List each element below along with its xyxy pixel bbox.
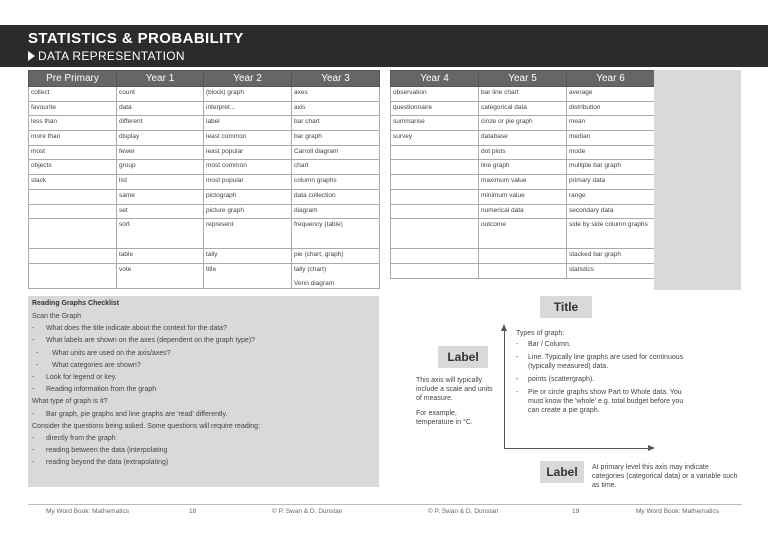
cell-line: Venn diagram [294, 279, 335, 287]
table-cell: most common [204, 160, 292, 175]
page-number-right: 19 [572, 508, 580, 515]
table-cell: list [117, 175, 204, 190]
table-cell [29, 263, 117, 288]
table-cell: pie (chart, graph) [292, 249, 380, 264]
cell-line: tally (chart) [294, 265, 327, 273]
table-row [29, 204, 380, 219]
table-cell: table [117, 249, 204, 264]
table-cell: more than [29, 131, 117, 146]
table-cell [391, 219, 479, 249]
table-row [391, 145, 655, 160]
table-row [391, 116, 655, 131]
footer-copyright-left: © P. Swan & D. Dunstan [272, 508, 343, 515]
axis-example: For example, temperature in °C. [416, 410, 473, 426]
checklist-heading: What type of graph is it? [32, 398, 108, 406]
table-cell: group [117, 160, 204, 175]
vocab-table-right [390, 70, 655, 279]
checklist-subitem: - What categories are shown? [32, 361, 375, 373]
checklist-item: - reading between the data (interpolating [32, 446, 375, 458]
table-cell: average [567, 87, 655, 102]
footer-copyright-right: © P. Swan & D. Dunstan [428, 508, 499, 515]
table-row [29, 145, 380, 160]
table-row [391, 160, 655, 175]
table-cell [292, 263, 380, 288]
table-cell: maximum value [479, 175, 567, 190]
table-cell: database [479, 131, 567, 146]
table-cell: least popular [204, 145, 292, 160]
table-row [391, 87, 655, 102]
table-cell: most [29, 145, 117, 160]
checklist-heading: Consider the questions being asked. Some questions will require reading: [32, 422, 261, 430]
table-cell: same [117, 189, 204, 204]
types-heading: Types of graph: [516, 330, 565, 337]
table-cell: median [567, 131, 655, 146]
table-row [391, 219, 655, 249]
graph-types-list [516, 340, 686, 419]
column-header: Pre Primary [29, 71, 117, 87]
table-row [391, 131, 655, 146]
table-cell: bar graph [292, 131, 380, 146]
table-cell: most popular [204, 175, 292, 190]
table-row [391, 204, 655, 219]
table-row [29, 189, 380, 204]
table-cell: range [567, 189, 655, 204]
table-cell: least common [204, 131, 292, 146]
page-title: STATISTICS & PROBABILITY [28, 30, 244, 47]
table-cell: favourite [29, 101, 117, 116]
checklist-item: - reading beyond the data (extrapolating) [32, 458, 375, 470]
table-row [29, 175, 380, 190]
graph-type-item: - points (scattergraph). [516, 375, 686, 384]
x-axis-label: Label [540, 461, 584, 483]
table-cell: secondary data [567, 204, 655, 219]
table-cell: collect [29, 87, 117, 102]
table-cell: distribution [567, 101, 655, 116]
table-cell [479, 263, 567, 278]
y-axis-line [504, 330, 505, 448]
graph-type-item: - Bar / Column. [516, 340, 686, 349]
table-cell: chart [292, 160, 380, 175]
arrow-up-icon [501, 324, 507, 331]
table-row [391, 189, 655, 204]
table-cell: observation [391, 87, 479, 102]
table-row [29, 160, 380, 175]
table-cell: fewer [117, 145, 204, 160]
x-axis-note: At primary level this axis may indicate categories (categorical data) or a variable such as time. [592, 464, 738, 489]
table-cell: mean [567, 116, 655, 131]
table-cell: Carroll diagram [292, 145, 380, 160]
table-row [391, 249, 655, 264]
table-cell [391, 204, 479, 219]
table-cell: data collection [292, 189, 380, 204]
table-cell: tally [204, 249, 292, 264]
table-cell: line graph [479, 160, 567, 175]
table-cell [29, 219, 117, 249]
column-header: Year 6 [567, 71, 655, 87]
y-axis-label: Label [438, 346, 488, 368]
checklist-item: - Bar graph, pie graphs and line graphs are 'read' differently. [32, 410, 375, 422]
table-cell: minimum value [479, 189, 567, 204]
column-header: Year 1 [117, 71, 204, 87]
table-cell [29, 189, 117, 204]
table-cell: data [117, 101, 204, 116]
table-cell: frequency (table) [292, 219, 380, 249]
table-cell: column graphs [292, 175, 380, 190]
table-cell: stack [29, 175, 117, 190]
header-banner [0, 25, 768, 67]
table-row [29, 263, 380, 288]
table-cell: side by side column graphs [567, 219, 655, 249]
graph-title-label: Title [540, 296, 592, 318]
table-cell: diagram [292, 204, 380, 219]
checklist-title: Reading Graphs Checklist [32, 300, 120, 307]
column-header: Year 5 [479, 71, 567, 87]
table-cell [391, 145, 479, 160]
graph-type-item: - Pie or circle graphs show Part to Whole data. You must know the 'whole' e.g. total budget before you can create a pie graph. [516, 388, 686, 415]
table-cell: summarise [391, 116, 479, 131]
table-cell: circle or pie graph [479, 116, 567, 131]
table-cell: survey [391, 131, 479, 146]
blank-panel [654, 70, 741, 290]
column-header: Year 2 [204, 71, 292, 87]
axis-note: This axis will typically include a scale and units of measure. [416, 377, 493, 402]
play-triangle-icon [28, 51, 35, 61]
checklist-item: - Reading information from the graph [32, 385, 375, 397]
table-cell: mode [567, 145, 655, 160]
table-cell: different [117, 116, 204, 131]
table-cell: axis [292, 101, 380, 116]
table-cell: objects [29, 160, 117, 175]
table-row [391, 175, 655, 190]
column-header: Year 3 [292, 71, 380, 87]
x-axis-line [504, 448, 650, 449]
table-row [29, 219, 380, 249]
page-subtitle: DATA REPRESENTATION [38, 49, 185, 63]
checklist-item: - Look for legend or key. [32, 373, 375, 385]
table-cell: stacked bar graph [567, 249, 655, 264]
table-cell: bar line chart [479, 87, 567, 102]
footer-book-right: My Word Book: Mathematics [636, 508, 719, 515]
table-cell [391, 175, 479, 190]
table-cell: outcome [479, 219, 567, 249]
reading-graphs-checklist [28, 296, 379, 487]
table-cell: count [117, 87, 204, 102]
table-cell: sort [117, 219, 204, 249]
table-cell: less than [29, 116, 117, 131]
table-cell: primary data [567, 175, 655, 190]
checklist-subitem: - What units are used on the axis/axes? [32, 349, 375, 361]
column-header: Year 4 [391, 71, 479, 87]
table-cell: picture graph [204, 204, 292, 219]
table-cell [391, 189, 479, 204]
table-cell: statistics [567, 263, 655, 278]
table-row [29, 87, 380, 102]
table-cell: bar chart [292, 116, 380, 131]
table-cell [29, 249, 117, 264]
table-cell [479, 249, 567, 264]
checklist-item: - directly from the graph [32, 434, 375, 446]
table-row [29, 249, 380, 264]
table-cell [29, 204, 117, 219]
table-cell: interpret... [204, 101, 292, 116]
table-row [391, 101, 655, 116]
table-cell: numerical data [479, 204, 567, 219]
table-cell: (block) graph [204, 87, 292, 102]
vocab-table-left [28, 70, 380, 289]
table-cell: pictograph [204, 189, 292, 204]
table-cell: represent [204, 219, 292, 249]
table-cell: dot plots [479, 145, 567, 160]
footer-book-left: My Word Book: Mathematics [46, 508, 129, 515]
graph-type-item: - Line. Typically line graphs are used for continuous (typically measured) data. [516, 353, 686, 371]
checklist-item: - What does the title indicate about the context for the data? [32, 324, 375, 336]
arrow-right-icon [648, 445, 655, 451]
table-cell: axes [292, 87, 380, 102]
table-cell [391, 263, 479, 278]
table-cell: title [204, 263, 292, 288]
table-cell: label [204, 116, 292, 131]
checklist-heading: Scan the Graph [32, 313, 82, 320]
table-row [29, 101, 380, 116]
table-row [29, 116, 380, 131]
table-cell [391, 160, 479, 175]
table-cell: multiple bar graph [567, 160, 655, 175]
footer-divider [28, 504, 742, 505]
table-cell: categorical data [479, 101, 567, 116]
checklist-item: - What labels are shown on the axes (dependent on the graph type)? [32, 336, 375, 348]
table-cell: set [117, 204, 204, 219]
table-cell: vote [117, 263, 204, 288]
table-cell: display [117, 131, 204, 146]
table-cell [391, 249, 479, 264]
table-row [29, 131, 380, 146]
table-row [391, 263, 655, 278]
page-number-left: 18 [189, 508, 197, 515]
table-cell: questionnaire [391, 101, 479, 116]
